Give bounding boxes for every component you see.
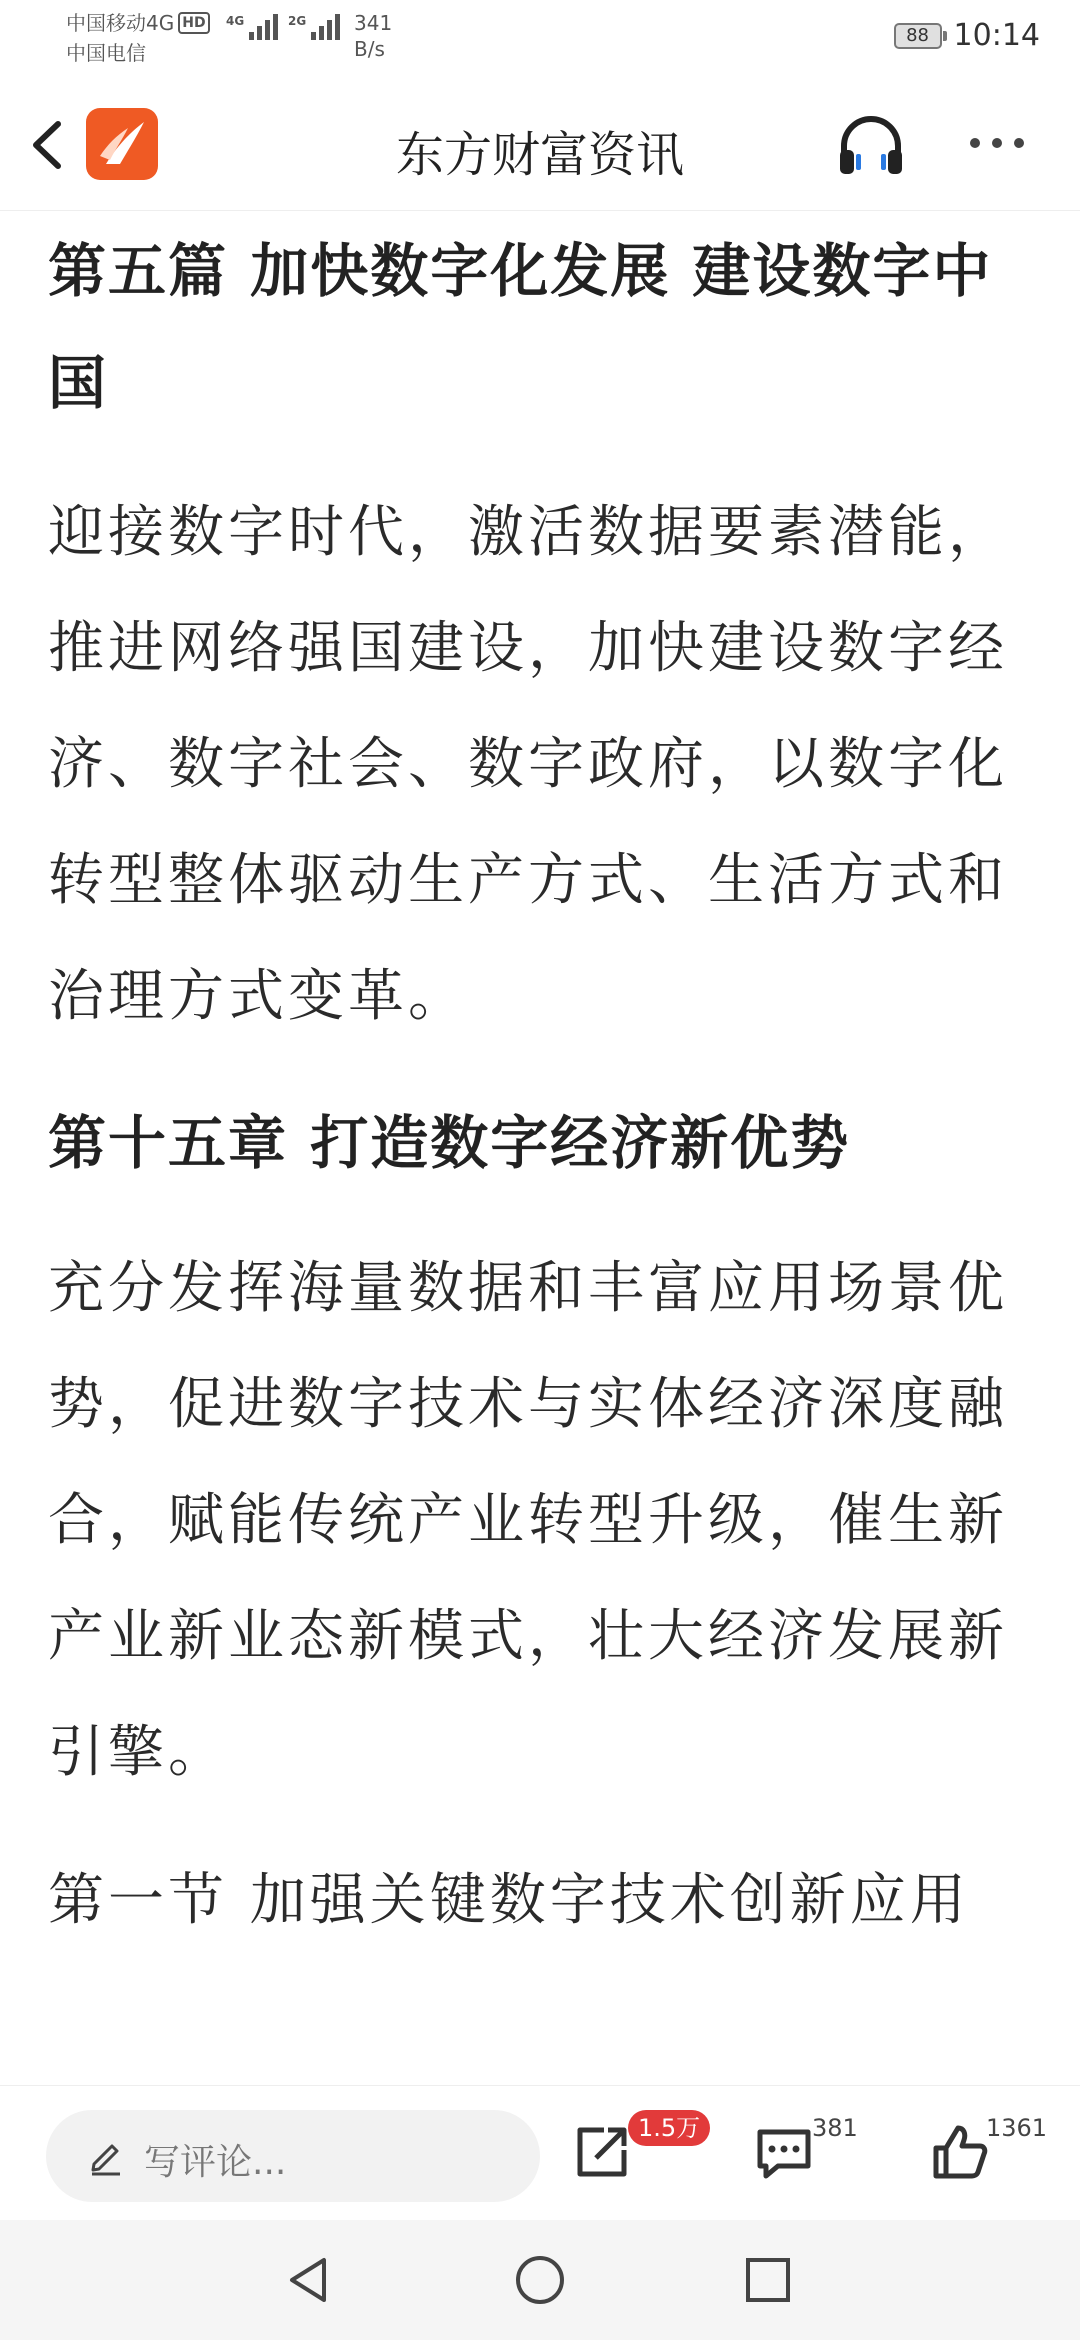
more-dot-icon bbox=[970, 138, 980, 148]
battery-icon: 88 bbox=[894, 23, 942, 49]
comment-count: 381 bbox=[812, 2114, 858, 2142]
thumbs-up-icon bbox=[928, 2120, 992, 2184]
more-dot-icon bbox=[1014, 138, 1024, 148]
chapter-heading: 第十五章 打造数字经济新优势 bbox=[48, 1109, 851, 1177]
carrier-secondary: 中国电信 bbox=[66, 41, 146, 65]
comments-button[interactable] bbox=[752, 2120, 816, 2184]
listen-button[interactable] bbox=[836, 112, 906, 178]
pencil-icon bbox=[86, 2136, 126, 2176]
nav-recents-icon[interactable] bbox=[738, 2250, 798, 2310]
carrier-info bbox=[66, 8, 210, 68]
nav-home-icon[interactable] bbox=[510, 2250, 570, 2310]
network-speed: 341 B/s bbox=[354, 11, 393, 61]
app-header bbox=[0, 80, 1080, 211]
section-heading: 第五篇 加快数字化发展 建设数字中国 bbox=[48, 237, 993, 417]
headphone-icon bbox=[836, 112, 906, 178]
more-menu-button[interactable] bbox=[970, 138, 1024, 148]
hd-badge: HD bbox=[178, 12, 209, 34]
signal-strength-icon: 4G bbox=[226, 14, 278, 40]
paragraph: 第一节 加强关键数字技术创新应用 bbox=[48, 1868, 970, 1933]
comment-bubble-icon bbox=[752, 2120, 816, 2184]
page-title: 东方财富资讯 bbox=[395, 127, 684, 183]
status-bar bbox=[0, 0, 1080, 80]
clock: 10:14 bbox=[953, 18, 1040, 53]
nav-back-icon[interactable] bbox=[280, 2250, 340, 2310]
like-count: 1361 bbox=[986, 2114, 1048, 2142]
paragraph: 充分发挥海量数据和丰富应用场景优势，促进数字技术与实体经济深度融合，赋能传统产业转型升级，催生新产业新业态新模式，壮大经济发展新引擎。 bbox=[48, 1256, 1008, 1785]
share-button[interactable] bbox=[570, 2120, 634, 2184]
comment-placeholder: 写评论... bbox=[144, 2142, 287, 2183]
comment-input[interactable] bbox=[46, 2110, 540, 2202]
carrier-primary: 中国移动4G bbox=[66, 11, 175, 35]
share-count-badge: 1.5万 bbox=[628, 2110, 710, 2146]
system-nav-bar bbox=[0, 2220, 1080, 2340]
share-icon bbox=[570, 2120, 634, 2184]
more-dot-icon bbox=[992, 138, 1002, 148]
signal-strength-icon-2: 2G bbox=[288, 14, 340, 40]
bottom-action-bar bbox=[0, 2085, 1080, 2221]
paragraph: 迎接数字时代，激活数据要素潜能，推进网络强国建设，加快建设数字经济、数字社会、数字政府，以数字化转型整体驱动生产方式、生活方式和治理方式变革。 bbox=[48, 500, 1008, 1029]
article-content bbox=[48, 215, 1038, 2085]
like-button[interactable] bbox=[928, 2120, 992, 2184]
